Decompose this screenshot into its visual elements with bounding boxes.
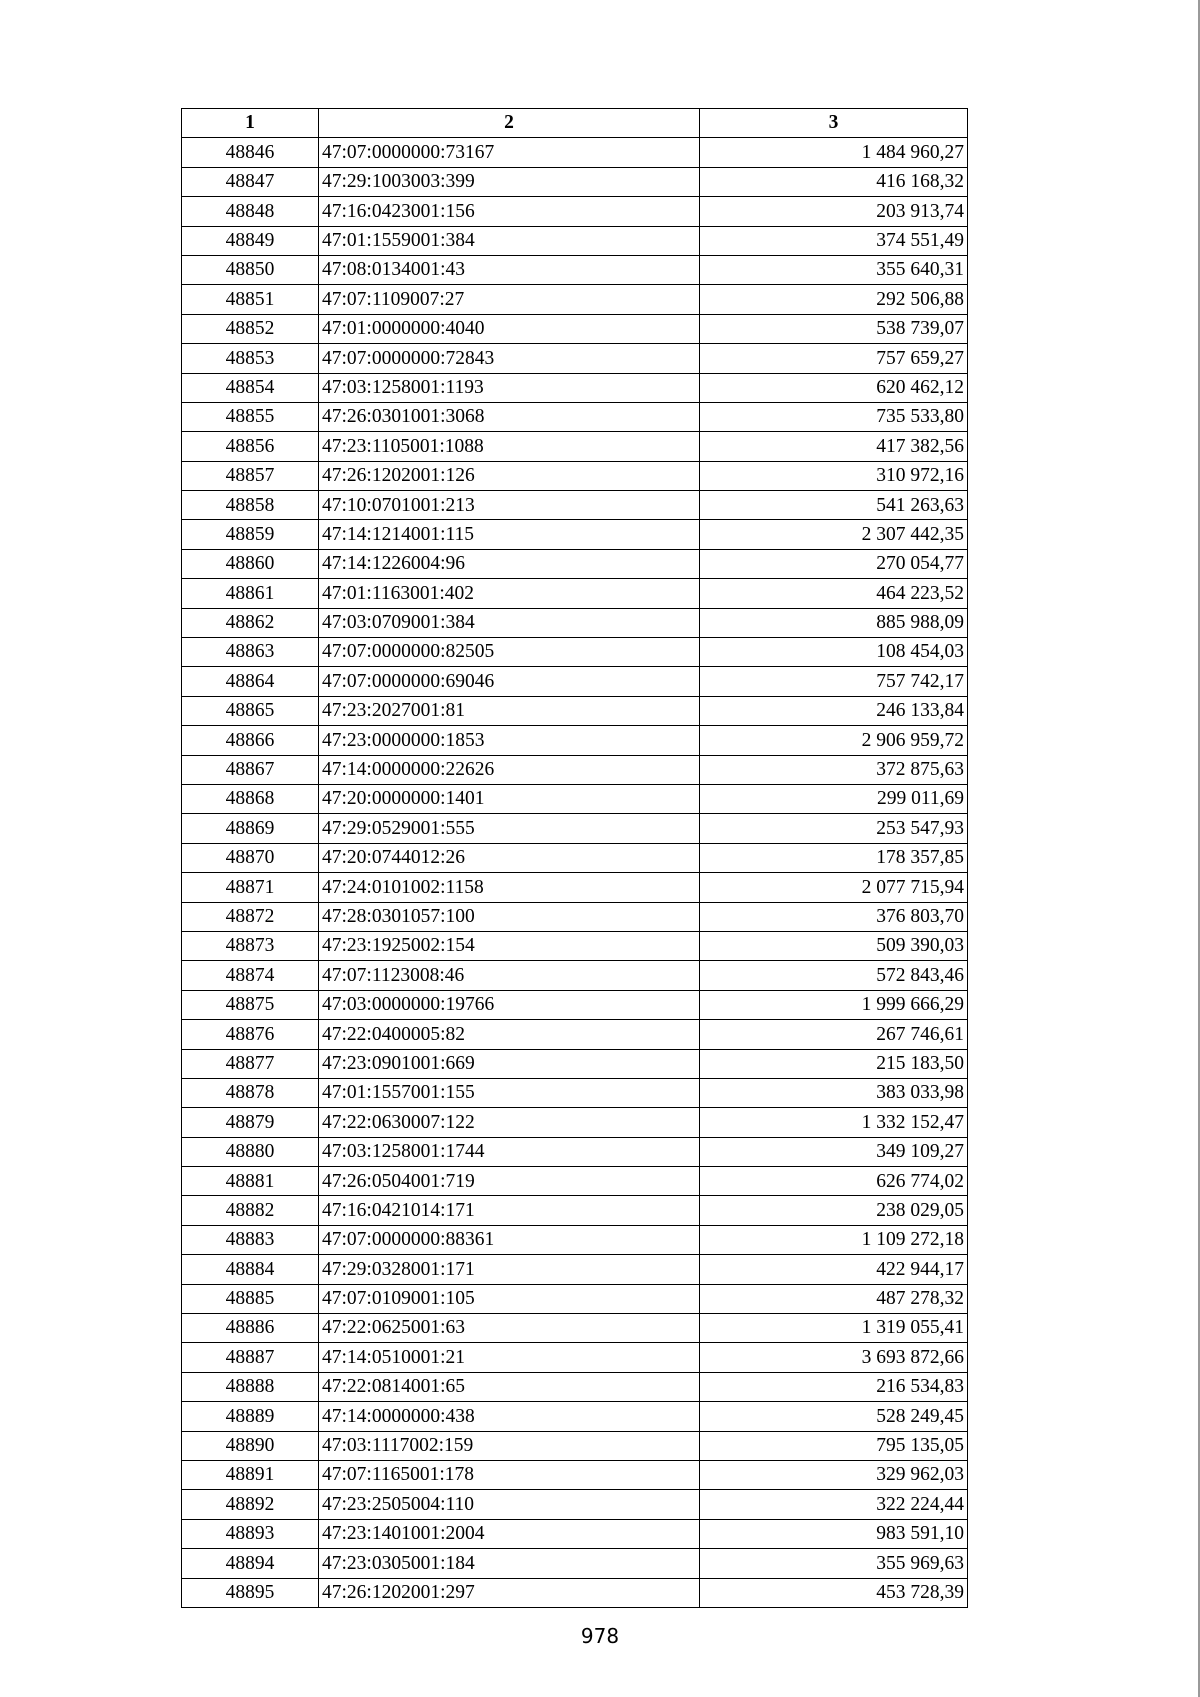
cadastral-number-cell: 47:23:1401001:2004 bbox=[319, 1519, 700, 1548]
value-cell: 1 332 152,47 bbox=[700, 1108, 968, 1137]
cadastral-number-cell: 47:03:1258001:1744 bbox=[319, 1137, 700, 1166]
row-number-cell: 48888 bbox=[182, 1372, 319, 1401]
row-number-cell: 48871 bbox=[182, 873, 319, 902]
cadastral-number-cell: 47:23:1925002:154 bbox=[319, 931, 700, 960]
cadastral-number-cell: 47:03:1258001:1193 bbox=[319, 373, 700, 402]
header-row bbox=[182, 109, 968, 138]
table-row bbox=[182, 638, 968, 667]
row-number-cell: 48858 bbox=[182, 491, 319, 520]
row-number-cell: 48886 bbox=[182, 1314, 319, 1343]
value-cell: 487 278,32 bbox=[700, 1284, 968, 1313]
row-number-cell: 48881 bbox=[182, 1167, 319, 1196]
table-row bbox=[182, 491, 968, 520]
value-cell: 509 390,03 bbox=[700, 931, 968, 960]
value-cell: 416 168,32 bbox=[700, 167, 968, 196]
row-number-cell: 48877 bbox=[182, 1049, 319, 1078]
cadastral-number-cell: 47:07:0000000:69046 bbox=[319, 667, 700, 696]
table-row bbox=[182, 1431, 968, 1460]
row-number-cell: 48879 bbox=[182, 1108, 319, 1137]
cadastral-number-cell: 47:29:0529001:555 bbox=[319, 814, 700, 843]
table-row bbox=[182, 873, 968, 902]
cadastral-number-cell: 47:23:2505004:110 bbox=[319, 1490, 700, 1519]
table-row bbox=[182, 1167, 968, 1196]
cadastral-number-cell: 47:14:1214001:115 bbox=[319, 520, 700, 549]
value-cell: 626 774,02 bbox=[700, 1167, 968, 1196]
row-number-cell: 48889 bbox=[182, 1402, 319, 1431]
cadastral-number-cell: 47:26:0301001:3068 bbox=[319, 402, 700, 431]
cadastral-number-cell: 47:01:1559001:384 bbox=[319, 226, 700, 255]
row-number-cell: 48863 bbox=[182, 638, 319, 667]
cadastral-number-cell: 47:08:0134001:43 bbox=[319, 255, 700, 284]
cadastral-number-cell: 47:20:0000000:1401 bbox=[319, 784, 700, 813]
cadastral-number-cell: 47:23:2027001:81 bbox=[319, 696, 700, 725]
value-cell: 267 746,61 bbox=[700, 1020, 968, 1049]
value-cell: 253 547,93 bbox=[700, 814, 968, 843]
row-number-cell: 48867 bbox=[182, 755, 319, 784]
row-number-cell: 48857 bbox=[182, 461, 319, 490]
table-row bbox=[182, 608, 968, 637]
row-number-cell: 48876 bbox=[182, 1020, 319, 1049]
row-number-cell: 48847 bbox=[182, 167, 319, 196]
cadastral-number-cell: 47:01:1163001:402 bbox=[319, 579, 700, 608]
table-row bbox=[182, 1519, 968, 1548]
value-cell: 178 357,85 bbox=[700, 843, 968, 872]
row-number-cell: 48883 bbox=[182, 1225, 319, 1254]
row-number-cell: 48884 bbox=[182, 1255, 319, 1284]
cadastral-number-cell: 47:26:1202001:126 bbox=[319, 461, 700, 490]
cadastral-number-cell: 47:16:0423001:156 bbox=[319, 197, 700, 226]
table-row bbox=[182, 520, 968, 549]
cadastral-number-cell: 47:14:1226004:96 bbox=[319, 549, 700, 578]
table-row bbox=[182, 461, 968, 490]
cadastral-number-cell: 47:07:0109001:105 bbox=[319, 1284, 700, 1313]
table-row bbox=[182, 1255, 968, 1284]
row-number-cell: 48880 bbox=[182, 1137, 319, 1166]
row-number-cell: 48882 bbox=[182, 1196, 319, 1225]
value-cell: 349 109,27 bbox=[700, 1137, 968, 1166]
row-number-cell: 48870 bbox=[182, 843, 319, 872]
table-row bbox=[182, 1020, 968, 1049]
table-row bbox=[182, 344, 968, 373]
table-row bbox=[182, 1460, 968, 1489]
row-number-cell: 48895 bbox=[182, 1578, 319, 1607]
cadastral-number-cell: 47:28:0301057:100 bbox=[319, 902, 700, 931]
value-cell: 541 263,63 bbox=[700, 491, 968, 520]
value-cell: 528 249,45 bbox=[700, 1402, 968, 1431]
value-cell: 453 728,39 bbox=[700, 1578, 968, 1607]
table-row bbox=[182, 1108, 968, 1137]
cadastral-number-cell: 47:16:0421014:171 bbox=[319, 1196, 700, 1225]
value-cell: 215 183,50 bbox=[700, 1049, 968, 1078]
table-row bbox=[182, 667, 968, 696]
value-cell: 299 011,69 bbox=[700, 784, 968, 813]
row-number-cell: 48875 bbox=[182, 990, 319, 1019]
row-number-cell: 48856 bbox=[182, 432, 319, 461]
cadastral-number-cell: 47:10:0701001:213 bbox=[319, 491, 700, 520]
cadastral-number-cell: 47:22:0630007:122 bbox=[319, 1108, 700, 1137]
value-cell: 620 462,12 bbox=[700, 373, 968, 402]
value-cell: 538 739,07 bbox=[700, 314, 968, 343]
table-row bbox=[182, 843, 968, 872]
value-cell: 795 135,05 bbox=[700, 1431, 968, 1460]
value-cell: 372 875,63 bbox=[700, 755, 968, 784]
value-cell: 203 913,74 bbox=[700, 197, 968, 226]
table-row bbox=[182, 1343, 968, 1372]
cadastral-number-cell: 47:23:0901001:669 bbox=[319, 1049, 700, 1078]
table-row bbox=[182, 197, 968, 226]
table-row bbox=[182, 314, 968, 343]
table-row bbox=[182, 990, 968, 1019]
row-number-cell: 48866 bbox=[182, 726, 319, 755]
cadastral-number-cell: 47:26:0504001:719 bbox=[319, 1167, 700, 1196]
row-number-cell: 48854 bbox=[182, 373, 319, 402]
value-cell: 216 534,83 bbox=[700, 1372, 968, 1401]
table-row bbox=[182, 1078, 968, 1107]
cadastral-number-cell: 47:07:1123008:46 bbox=[319, 961, 700, 990]
cadastral-number-cell: 47:07:1109007:27 bbox=[319, 285, 700, 314]
cadastral-number-cell: 47:07:1165001:178 bbox=[319, 1460, 700, 1489]
table-body bbox=[182, 138, 968, 1608]
cadastral-number-cell: 47:29:0328001:171 bbox=[319, 1255, 700, 1284]
table-row bbox=[182, 961, 968, 990]
table-row bbox=[182, 755, 968, 784]
table-row bbox=[182, 285, 968, 314]
cadastral-number-cell: 47:03:0709001:384 bbox=[319, 608, 700, 637]
value-cell: 310 972,16 bbox=[700, 461, 968, 490]
cadastral-number-cell: 47:23:0000000:1853 bbox=[319, 726, 700, 755]
value-cell: 572 843,46 bbox=[700, 961, 968, 990]
value-cell: 422 944,17 bbox=[700, 1255, 968, 1284]
row-number-cell: 48869 bbox=[182, 814, 319, 843]
table-row bbox=[182, 1049, 968, 1078]
registry-table bbox=[181, 108, 968, 1608]
value-cell: 355 640,31 bbox=[700, 255, 968, 284]
cadastral-number-cell: 47:29:1003003:399 bbox=[319, 167, 700, 196]
cadastral-number-cell: 47:01:0000000:4040 bbox=[319, 314, 700, 343]
cadastral-number-cell: 47:07:0000000:82505 bbox=[319, 638, 700, 667]
row-number-cell: 48855 bbox=[182, 402, 319, 431]
cadastral-number-cell: 47:23:0305001:184 bbox=[319, 1549, 700, 1578]
value-cell: 2 906 959,72 bbox=[700, 726, 968, 755]
column-header-1: 1 bbox=[182, 109, 319, 138]
value-cell: 238 029,05 bbox=[700, 1196, 968, 1225]
row-number-cell: 48868 bbox=[182, 784, 319, 813]
cadastral-number-cell: 47:07:0000000:72843 bbox=[319, 344, 700, 373]
column-header-3: 3 bbox=[700, 109, 968, 138]
value-cell: 1 484 960,27 bbox=[700, 138, 968, 167]
table-row bbox=[182, 138, 968, 167]
table-row bbox=[182, 814, 968, 843]
table-row bbox=[182, 902, 968, 931]
row-number-cell: 48852 bbox=[182, 314, 319, 343]
table-row bbox=[182, 1314, 968, 1343]
value-cell: 355 969,63 bbox=[700, 1549, 968, 1578]
table-row bbox=[182, 373, 968, 402]
cadastral-number-cell: 47:26:1202001:297 bbox=[319, 1578, 700, 1607]
row-number-cell: 48885 bbox=[182, 1284, 319, 1313]
cadastral-number-cell: 47:22:0814001:65 bbox=[319, 1372, 700, 1401]
cadastral-number-cell: 47:23:1105001:1088 bbox=[319, 432, 700, 461]
table-row bbox=[182, 1372, 968, 1401]
row-number-cell: 48846 bbox=[182, 138, 319, 167]
cadastral-number-cell: 47:14:0000000:22626 bbox=[319, 755, 700, 784]
cadastral-number-cell: 47:24:0101002:1158 bbox=[319, 873, 700, 902]
table-row bbox=[182, 1402, 968, 1431]
row-number-cell: 48862 bbox=[182, 608, 319, 637]
value-cell: 329 962,03 bbox=[700, 1460, 968, 1489]
row-number-cell: 48872 bbox=[182, 902, 319, 931]
cadastral-number-cell: 47:14:0000000:438 bbox=[319, 1402, 700, 1431]
table-row bbox=[182, 549, 968, 578]
row-number-cell: 48861 bbox=[182, 579, 319, 608]
cadastral-number-cell: 47:20:0744012:26 bbox=[319, 843, 700, 872]
value-cell: 374 551,49 bbox=[700, 226, 968, 255]
row-number-cell: 48893 bbox=[182, 1519, 319, 1548]
cadastral-number-cell: 47:22:0625001:63 bbox=[319, 1314, 700, 1343]
row-number-cell: 48892 bbox=[182, 1490, 319, 1519]
row-number-cell: 48878 bbox=[182, 1078, 319, 1107]
value-cell: 885 988,09 bbox=[700, 608, 968, 637]
row-number-cell: 48851 bbox=[182, 285, 319, 314]
row-number-cell: 48865 bbox=[182, 696, 319, 725]
row-number-cell: 48859 bbox=[182, 520, 319, 549]
row-number-cell: 48853 bbox=[182, 344, 319, 373]
value-cell: 983 591,10 bbox=[700, 1519, 968, 1548]
row-number-cell: 48874 bbox=[182, 961, 319, 990]
value-cell: 417 382,56 bbox=[700, 432, 968, 461]
row-number-cell: 48860 bbox=[182, 549, 319, 578]
value-cell: 1 999 666,29 bbox=[700, 990, 968, 1019]
value-cell: 383 033,98 bbox=[700, 1078, 968, 1107]
table-row bbox=[182, 1549, 968, 1578]
table-row bbox=[182, 579, 968, 608]
table-row bbox=[182, 402, 968, 431]
cadastral-number-cell: 47:01:1557001:155 bbox=[319, 1078, 700, 1107]
value-cell: 270 054,77 bbox=[700, 549, 968, 578]
value-cell: 376 803,70 bbox=[700, 902, 968, 931]
value-cell: 246 133,84 bbox=[700, 696, 968, 725]
table-row bbox=[182, 1137, 968, 1166]
row-number-cell: 48873 bbox=[182, 931, 319, 960]
row-number-cell: 48848 bbox=[182, 197, 319, 226]
table-row bbox=[182, 784, 968, 813]
value-cell: 3 693 872,66 bbox=[700, 1343, 968, 1372]
cadastral-number-cell: 47:03:0000000:19766 bbox=[319, 990, 700, 1019]
table-row bbox=[182, 726, 968, 755]
column-header-2: 2 bbox=[319, 109, 700, 138]
value-cell: 1 319 055,41 bbox=[700, 1314, 968, 1343]
value-cell: 292 506,88 bbox=[700, 285, 968, 314]
cadastral-number-cell: 47:03:1117002:159 bbox=[319, 1431, 700, 1460]
value-cell: 2 307 442,35 bbox=[700, 520, 968, 549]
row-number-cell: 48890 bbox=[182, 1431, 319, 1460]
value-cell: 322 224,44 bbox=[700, 1490, 968, 1519]
row-number-cell: 48849 bbox=[182, 226, 319, 255]
table-row bbox=[182, 1196, 968, 1225]
cadastral-number-cell: 47:14:0510001:21 bbox=[319, 1343, 700, 1372]
value-cell: 2 077 715,94 bbox=[700, 873, 968, 902]
table-header bbox=[182, 109, 968, 138]
table-row bbox=[182, 696, 968, 725]
row-number-cell: 48891 bbox=[182, 1460, 319, 1489]
table-row bbox=[182, 1225, 968, 1254]
table-row bbox=[182, 167, 968, 196]
table-row bbox=[182, 1578, 968, 1607]
cadastral-number-cell: 47:22:0400005:82 bbox=[319, 1020, 700, 1049]
table-row bbox=[182, 1284, 968, 1313]
table-row bbox=[182, 226, 968, 255]
cadastral-number-cell: 47:07:0000000:88361 bbox=[319, 1225, 700, 1254]
row-number-cell: 48894 bbox=[182, 1549, 319, 1578]
cadastral-number-cell: 47:07:0000000:73167 bbox=[319, 138, 700, 167]
page-number: 978 bbox=[580, 1624, 620, 1648]
table-row bbox=[182, 255, 968, 284]
table-row bbox=[182, 432, 968, 461]
value-cell: 757 742,17 bbox=[700, 667, 968, 696]
value-cell: 464 223,52 bbox=[700, 579, 968, 608]
row-number-cell: 48887 bbox=[182, 1343, 319, 1372]
value-cell: 108 454,03 bbox=[700, 638, 968, 667]
value-cell: 735 533,80 bbox=[700, 402, 968, 431]
value-cell: 757 659,27 bbox=[700, 344, 968, 373]
table-row bbox=[182, 1490, 968, 1519]
value-cell: 1 109 272,18 bbox=[700, 1225, 968, 1254]
row-number-cell: 48850 bbox=[182, 255, 319, 284]
row-number-cell: 48864 bbox=[182, 667, 319, 696]
table-row bbox=[182, 931, 968, 960]
